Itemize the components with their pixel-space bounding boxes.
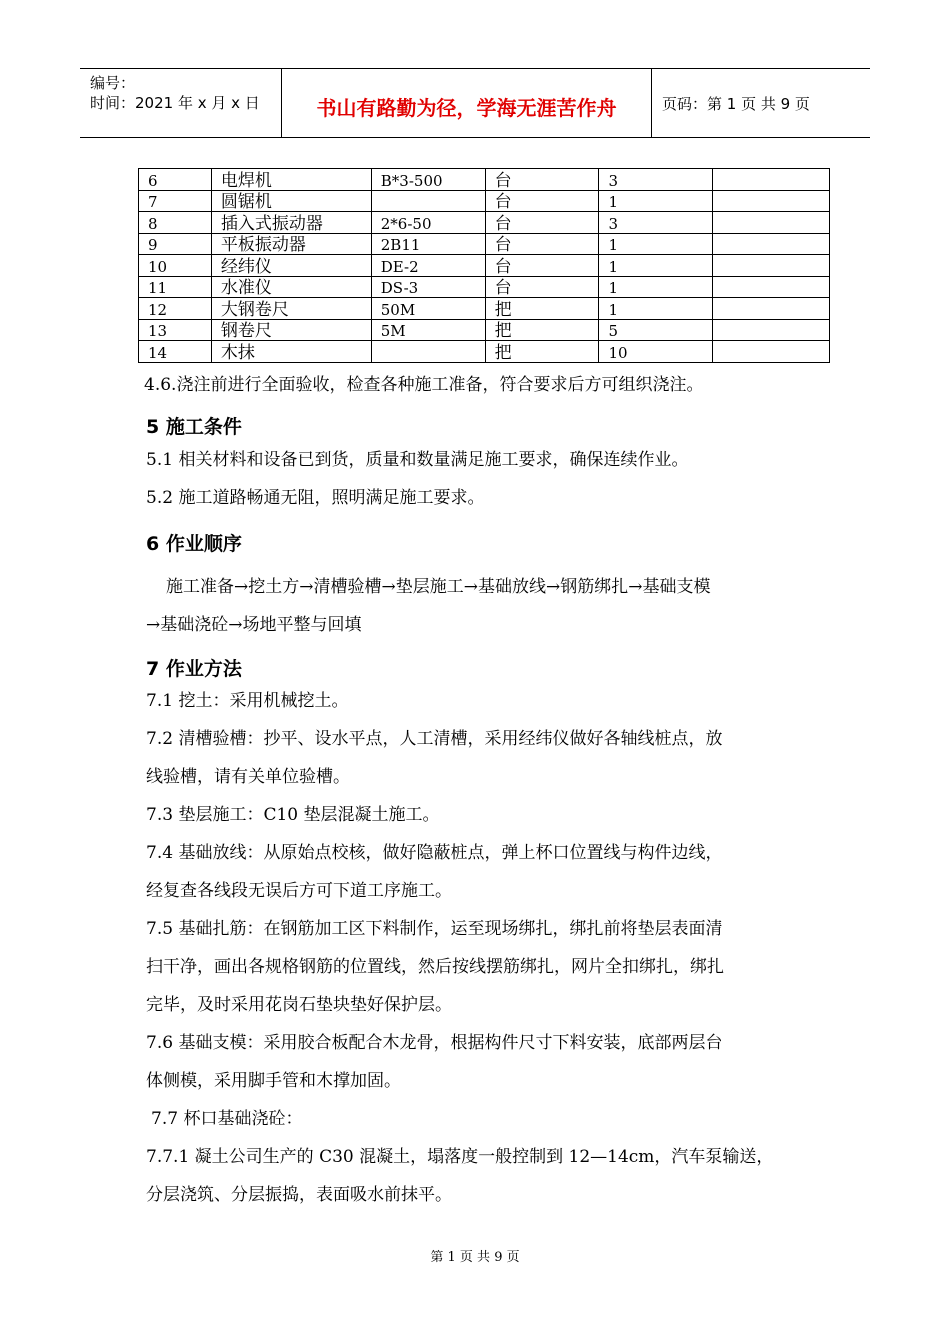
paragraph-7-5-line-3: 完毕，及时采用花岗石垫块垫好保护层。 (146, 995, 452, 1015)
table-row (139, 341, 830, 363)
table-row (139, 319, 830, 341)
equipment-quantity-cell: 1 (599, 190, 713, 212)
paragraph-7-1: 7.1 挖土：采用机械挖土。 (146, 691, 349, 711)
equipment-table (138, 168, 830, 363)
equipment-model-cell: B*3-500 (371, 169, 485, 191)
equipment-model-cell (371, 190, 485, 212)
equipment-model-cell: 2*6-50 (371, 212, 485, 234)
section-5-heading: 5 施工条件 (146, 416, 242, 438)
equipment-unit-cell: 台 (485, 212, 599, 234)
header-info (80, 69, 282, 137)
table-row (139, 212, 830, 234)
equipment-model-cell: 5M (371, 319, 485, 341)
equipment-name-cell: 插入式振动器 (211, 212, 371, 234)
paragraph-4-6: 4.6.浇注前进行全面验收，检查各种施工准备，符合要求后方可组织浇注。 (144, 375, 704, 395)
equipment-note-cell (713, 298, 830, 320)
equipment-unit-cell: 台 (485, 255, 599, 277)
paragraph-7-6-line-1: 7.6 基础支模：采用胶合板配合木龙骨，根据构件尺寸下料安装，底部两层台 (146, 1033, 723, 1053)
paragraph-7-7-1-line-2: 分层浇筑、分层振捣，表面吸水前抹平。 (146, 1185, 452, 1205)
equipment-unit-cell: 台 (485, 190, 599, 212)
header-motto: 书山有路勤为径，学海无涯苦作舟 (282, 69, 652, 137)
row-number-cell: 12 (139, 298, 212, 320)
equipment-name-cell: 电焊机 (211, 169, 371, 191)
paragraph-7-2-line-2: 线验槽，请有关单位验槽。 (146, 767, 350, 787)
paragraph-7-3: 7.3 垫层施工：C10 垫层混凝土施工。 (146, 805, 440, 825)
equipment-model-cell: 2B11 (371, 233, 485, 255)
paragraph-7-5-line-1: 7.5 基础扎筋：在钢筋加工区下料制作，运至现场绑扎，绑扎前将垫层表面清 (146, 919, 723, 939)
equipment-model-cell: 50M (371, 298, 485, 320)
section-7-heading: 7 作业方法 (146, 658, 242, 680)
equipment-quantity-cell: 1 (599, 255, 713, 277)
equipment-quantity-cell: 1 (599, 298, 713, 320)
sequence-line-2: →基础浇砼→场地平整与回填 (146, 615, 362, 635)
paragraph-7-6-line-2: 体侧模，采用脚手管和木撑加固。 (146, 1071, 401, 1091)
equipment-unit-cell: 把 (485, 298, 599, 320)
table-row (139, 255, 830, 277)
equipment-table-body (139, 169, 830, 363)
equipment-unit-cell: 把 (485, 319, 599, 341)
equipment-quantity-cell: 3 (599, 169, 713, 191)
equipment-quantity-cell: 1 (599, 276, 713, 298)
table-row (139, 276, 830, 298)
paragraph-7-5-line-2: 扫干净，画出各规格钢筋的位置线，然后按线摆筋绑扎，网片全扣绑扎，绑扎 (146, 957, 724, 977)
equipment-quantity-cell: 5 (599, 319, 713, 341)
equipment-name-cell: 大钢卷尺 (211, 298, 371, 320)
equipment-note-cell (713, 255, 830, 277)
paragraph-7-7: 7.7 杯口基础浇砼： (151, 1109, 303, 1129)
page-footer: 第 1 页 共 9 页 (430, 1250, 520, 1265)
table-row (139, 233, 830, 255)
equipment-model-cell (371, 341, 485, 363)
row-number-cell: 6 (139, 169, 212, 191)
equipment-model-cell: DS-3 (371, 276, 485, 298)
equipment-note-cell (713, 212, 830, 234)
equipment-unit-cell: 台 (485, 276, 599, 298)
equipment-note-cell (713, 233, 830, 255)
row-number-cell: 11 (139, 276, 212, 298)
equipment-name-cell: 木抹 (211, 341, 371, 363)
row-number-cell: 14 (139, 341, 212, 363)
document-date: 时间：2021 年 x 月 x 日 (90, 94, 260, 112)
equipment-name-cell: 经纬仪 (211, 255, 371, 277)
header-page-number: 页码：第 1 页 共 9 页 (662, 94, 810, 113)
table-row (139, 190, 830, 212)
row-number-cell: 7 (139, 190, 212, 212)
row-number-cell: 8 (139, 212, 212, 234)
paragraph-7-4-line-1: 7.4 基础放线：从原始点校核，做好隐蔽桩点，弹上杯口位置线与构件边线， (146, 843, 723, 863)
equipment-name-cell: 平板振动器 (211, 233, 371, 255)
equipment-name-cell: 水准仪 (211, 276, 371, 298)
row-number-cell: 13 (139, 319, 212, 341)
section-6-heading: 6 作业顺序 (146, 533, 242, 555)
table-row (139, 169, 830, 191)
document-body (146, 372, 836, 1214)
paragraph-7-7-1-line-1: 7.7.1 凝土公司生产的 C30 混凝土，塌落度一般控制到 12—14cm，汽车泵输送， (146, 1147, 774, 1167)
equipment-name-cell: 钢卷尺 (211, 319, 371, 341)
equipment-quantity-cell: 3 (599, 212, 713, 234)
sequence-line-1: 施工准备→挖土方→清槽验槽→垫层施工→基础放线→钢筋绑扎→基础支模 (166, 577, 711, 597)
equipment-note-cell (713, 169, 830, 191)
paragraph-5-2: 5.2 施工道路畅通无阻，照明满足施工要求。 (146, 488, 485, 508)
equipment-name-cell: 圆锯机 (211, 190, 371, 212)
document-number: 编号： (90, 74, 136, 92)
paragraph-7-2-line-1: 7.2 清槽验槽：抄平、设水平点，人工清槽，采用经纬仪做好各轴线桩点，放 (146, 729, 723, 749)
equipment-unit-cell: 台 (485, 233, 599, 255)
equipment-model-cell: DE-2 (371, 255, 485, 277)
paragraph-7-4-line-2: 经复查各线段无误后方可下道工序施工。 (146, 881, 452, 901)
table-row (139, 298, 830, 320)
equipment-note-cell (713, 341, 830, 363)
equipment-note-cell (713, 190, 830, 212)
equipment-note-cell (713, 319, 830, 341)
page-header (80, 68, 870, 138)
equipment-quantity-cell: 10 (599, 341, 713, 363)
paragraph-5-1: 5.1 相关材料和设备已到货，质量和数量满足施工要求，确保连续作业。 (146, 450, 689, 470)
equipment-unit-cell: 把 (485, 341, 599, 363)
row-number-cell: 9 (139, 233, 212, 255)
equipment-note-cell (713, 276, 830, 298)
equipment-unit-cell: 台 (485, 169, 599, 191)
equipment-quantity-cell: 1 (599, 233, 713, 255)
row-number-cell: 10 (139, 255, 212, 277)
